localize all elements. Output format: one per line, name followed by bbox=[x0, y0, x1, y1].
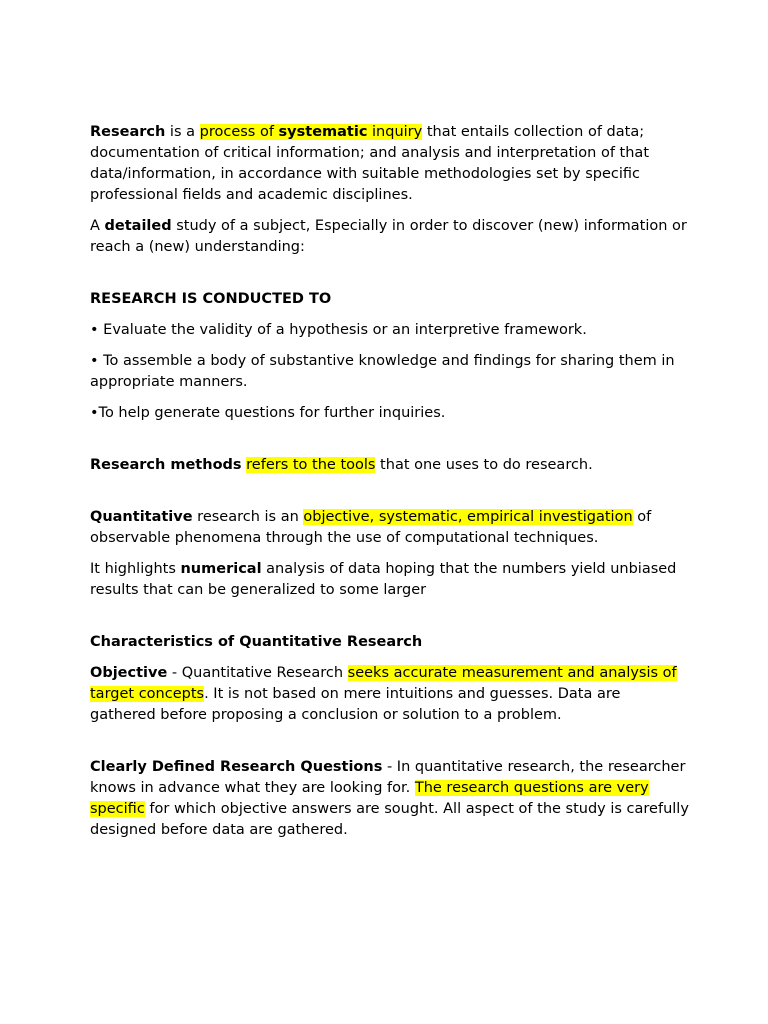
text-span: that entails collection of data; documentation of critical information; and analysis and interpretation of that data/information, in accordance with suitable methodologies set by specific professional fields and academic disciplines. bbox=[90, 124, 650, 203]
bold-term: Research methods bbox=[90, 457, 242, 473]
bold-term: Clearly Defined Research Questions bbox=[90, 759, 383, 775]
highlight-bold-text: systematic bbox=[278, 124, 368, 140]
highlight bbox=[200, 124, 423, 140]
bold-term: detailed bbox=[104, 218, 172, 234]
text-span: that one uses to do research. bbox=[375, 457, 593, 473]
research-methods-paragraph bbox=[90, 455, 690, 476]
clearly-defined-paragraph bbox=[90, 757, 690, 841]
objective-paragraph bbox=[90, 663, 690, 726]
research-term: Research bbox=[90, 124, 166, 140]
section-heading-characteristics: Characteristics of Quantitative Research bbox=[90, 634, 423, 650]
text-span: analysis of data hoping that the numbers yield unbiased results that can be generalized to some larger bbox=[90, 561, 677, 598]
document-page bbox=[90, 122, 690, 851]
bullet-item: •To help generate questions for further inquiries. bbox=[90, 405, 446, 421]
numerical-paragraph bbox=[90, 559, 690, 601]
detailed-study-paragraph bbox=[90, 216, 690, 258]
section-heading-research-conducted: RESEARCH IS CONDUCTED TO bbox=[90, 291, 332, 307]
bullet-item: • Evaluate the validity of a hypothesis or an interpretive framework. bbox=[90, 322, 587, 338]
text-span: . It is not based on mere intuitions and guesses. Data are gathered before proposing a conclusion or solution to a problem. bbox=[90, 686, 621, 723]
bold-term: Quantitative bbox=[90, 509, 193, 525]
highlight: objective, systematic, empirical investigation bbox=[303, 509, 633, 525]
text-span: for which objective answers are sought. All aspect of the study is carefully designed before data are gathered. bbox=[90, 801, 689, 838]
text-span: A bbox=[90, 218, 105, 234]
text-span: of observable phenomena through the use of computational techniques. bbox=[90, 509, 652, 546]
bold-term: Objective bbox=[90, 665, 168, 681]
text-span: research is an bbox=[192, 509, 304, 525]
research-definition-paragraph bbox=[90, 122, 690, 206]
text-span: study of a subject, Especially in order to discover (new) information or reach a (new) understanding: bbox=[90, 218, 687, 255]
highlight: The research questions are very specific bbox=[90, 780, 649, 817]
highlight-text: inquiry bbox=[367, 124, 423, 140]
bullet-item: • To assemble a body of substantive knowledge and findings for sharing them in appropriate manners. bbox=[90, 353, 675, 390]
highlight: seeks accurate measurement and analysis of target concepts bbox=[90, 665, 677, 702]
text-span: - Quantitative Research bbox=[167, 665, 348, 681]
highlight-text: process of bbox=[199, 124, 279, 140]
quantitative-paragraph bbox=[90, 507, 690, 549]
text-span: - In quantitative research, the researcher knows in advance what they are looking for. bbox=[90, 759, 686, 796]
text-span: It highlights bbox=[90, 561, 181, 577]
highlight: refers to the tools bbox=[246, 457, 376, 473]
text-span: is a bbox=[165, 124, 200, 140]
bold-term: numerical bbox=[180, 561, 262, 577]
